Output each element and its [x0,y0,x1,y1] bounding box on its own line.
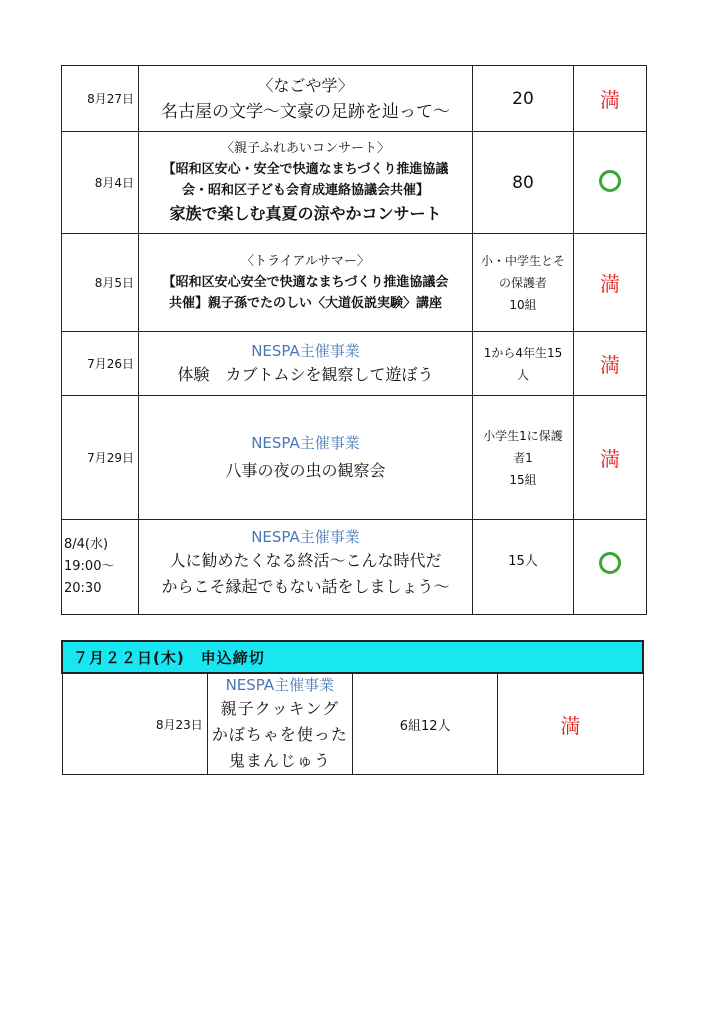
event-cohost: 【昭和区安心安全で快適なまちづくり推進協議会 [162,275,449,290]
status-mark [574,132,647,234]
event-date: 7月29日 [62,396,139,520]
event-date: 8月5日 [62,234,139,332]
event-organizer: NESPA主催事業 [225,676,335,694]
event-name: 体験 カブトムシを観察して遊ぼう [177,364,434,384]
status-mark [574,520,647,615]
event-title [139,520,473,615]
table-row [62,332,647,396]
event-name: 家族で楽しむ真夏の涼やかコンサート [169,204,442,223]
event-title [139,132,473,234]
event-cohost: 【昭和区安心・安全で快適なまちづくり推進協議 [162,162,449,177]
event-name: からこそ縁起でもない話をしましょう～ [161,577,450,596]
event-organizer: NESPA主催事業 [251,341,360,360]
full-mark: 満 [600,353,620,377]
table-row [62,132,647,234]
deadline-table [61,640,644,775]
event-name: 親子クッキング かぼちゃを使った [211,699,357,744]
event-organizer: NESPA主催事業 [251,528,360,546]
event-category: 〈親子ふれあいコンサート〉 [220,141,390,156]
event-organizer: NESPA主催事業 [251,433,360,452]
table-row [62,520,647,615]
full-mark: 満 [600,447,620,471]
event-date: 8/4(水) 19:00～ 20:30 [62,520,139,615]
event-name: 鬼まんじゅう [228,751,331,770]
status-mark [574,396,647,520]
available-circle-icon [599,552,621,574]
event-title [139,396,473,520]
event-title [139,66,473,132]
event-capacity: 小学生1に保護 者1 15組 [473,396,574,520]
event-capacity: 15人 [473,520,574,615]
event-capacity: 20 [473,66,574,132]
event-category: 〈なごや学〉 [257,75,354,95]
event-date: 8月27日 [62,66,139,132]
table-row [62,396,647,520]
event-title [207,673,357,775]
event-title [139,332,473,396]
event-name: 共催】親子孫でたのしい〈大道仮説実験〉講座 [168,296,442,311]
event-capacity: 6組12人 [353,673,498,775]
event-date: 7月26日 [62,332,139,396]
event-name: 名古屋の文学～文豪の足跡を辿って～ [161,101,450,122]
available-circle-icon [599,170,621,192]
section-header-row [62,641,643,673]
event-capacity: 80 [473,132,574,234]
table-row [62,234,647,332]
full-mark: 満 [600,272,620,296]
event-name: 人に勧めたくなる終活～こんな時代だ [169,551,442,570]
event-capacity: 小・中学生とそ の保護者 10組 [473,234,574,332]
event-date: 8月4日 [62,132,139,234]
event-date: 8月23日 [62,673,207,775]
event-title [139,234,473,332]
status-mark [498,673,643,775]
event-table [61,65,647,615]
table-row [62,673,643,775]
status-mark [574,234,647,332]
event-cohost: 会・昭和区子ども会育成連絡協議会共催】 [181,183,429,198]
event-name: 八事の夜の虫の観察会 [225,460,386,480]
full-mark: 満 [560,713,581,738]
deadline-header: ７月２２日(木) 申込締切 [62,641,643,673]
full-mark: 満 [600,88,620,112]
table-row [62,66,647,132]
event-capacity: 1から4年生15 人 [473,332,574,396]
status-mark [574,66,647,132]
event-category: 〈トライアルサマー〉 [241,254,370,269]
status-mark [574,332,647,396]
